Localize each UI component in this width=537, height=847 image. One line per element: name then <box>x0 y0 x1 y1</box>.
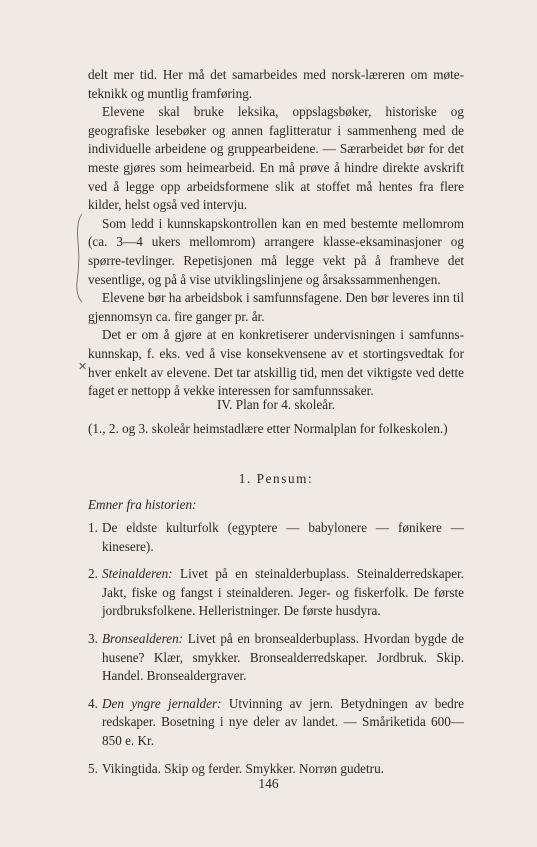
item-number: 2. <box>88 566 98 582</box>
paragraph-1: delt mer tid. Her må det samarbeides med norsk-læreren om møte-teknikk og muntlig framføring. <box>88 67 464 101</box>
section-text: 1. Pensum: <box>238 471 314 486</box>
item-text: Livet på en steinalderbuplass. Steinalderredskaper. Jakt, fiske og fangst i steinalderen. Jeger- og fiskerfolk. De første jordbruksfolkene. Helleristninger. De første husdyra. <box>102 566 465 619</box>
paragraph-2: Elevene skal bruke leksika, oppslagsbøker, historiske og geografiske lesebøker og annen faglitteratur i sammenheng med de individuelle arbeidene og gruppearbeidene. — Særarbeidet bør for det meste gjøres som heimearbeid. En må prøve å hindre direkte avskrift ved å legge opp arbeidsformene slik at stoffet må hentes fra flere kilder, helst også ved intervju. <box>88 104 464 213</box>
item-text: Vikingtida. Skip og ferder. Smykker. Norrøn gudetru. <box>102 760 384 776</box>
plan-heading <box>88 396 464 415</box>
list-item <box>88 630 464 686</box>
section-title <box>88 470 464 489</box>
emner-text: Emner fra historien: <box>88 497 197 512</box>
page-number: 146 <box>258 776 279 791</box>
item-number: 3. <box>88 630 98 646</box>
subheading-text: (1., 2. og 3. skoleår heimstadlære etter Normalplan for folkeskolen.) <box>88 421 448 436</box>
item-number: 4. <box>88 695 98 711</box>
paragraph-5: Det er om å gjøre at en konkretiserer undervisningen i samfunns-kunnskap, f. eks. ved å vise konsekvensene av et stortingsvedtak for hver enkelt av elevene. Det tar atskillig tid, men det viktigste ved dette faget er nettopp å vekke interessen for samfunnssaker. <box>88 327 464 399</box>
margin-bracket-mark <box>74 212 86 304</box>
heading-text: IV. Plan for 4. skoleår. <box>216 397 336 412</box>
item-text: De eldste kulturfolk (egyptere — babylonere — fønikere — kinesere). <box>102 520 464 554</box>
paragraph-3: Som ledd i kunnskapskontrollen kan en med bestemte mellomrom (ca. 3—4 ukers mellomrom) arrangere klasse-eksaminasjoner og spørre-tevlinger. Repetisjonen må legge vekt på å framheve det vesentlige, og på å vise utviklingslinjene og årsakssammenhengen. <box>88 215 464 287</box>
item-title: Den yngre jernalder: <box>102 695 222 711</box>
item-text: Livet på en bronsealderbuplass. Hvordan bygde de husene? Klær, smykker. Bronsealderredskaper. Jordbruk. Skip. Handel. Bronsealdergraver. <box>102 630 464 684</box>
item-text: Utvinning av jern. Betydningen av bedre redskaper. Bosetning i nye deler av landet. — Småriketida 600—850 e. Kr. <box>102 695 465 748</box>
body-text <box>88 66 464 401</box>
plan-subheading <box>88 420 464 439</box>
emner-label <box>88 496 464 515</box>
list-item <box>88 695 464 751</box>
item-title: Steinalderen: <box>102 566 173 582</box>
item-number: 5. <box>88 760 98 776</box>
list-item <box>88 519 464 556</box>
list-item <box>88 565 464 621</box>
item-title: Bronsealderen: <box>102 630 184 646</box>
topic-list <box>88 519 464 778</box>
item-number: 1. <box>88 520 98 535</box>
paragraph-4: Elevene bør ha arbeidsbok i samfunnsfagene. Den bør leveres inn til gjennomsyn ca. fire ganger pr. år. <box>88 290 464 324</box>
margin-check-mark: ✕ <box>78 361 88 373</box>
